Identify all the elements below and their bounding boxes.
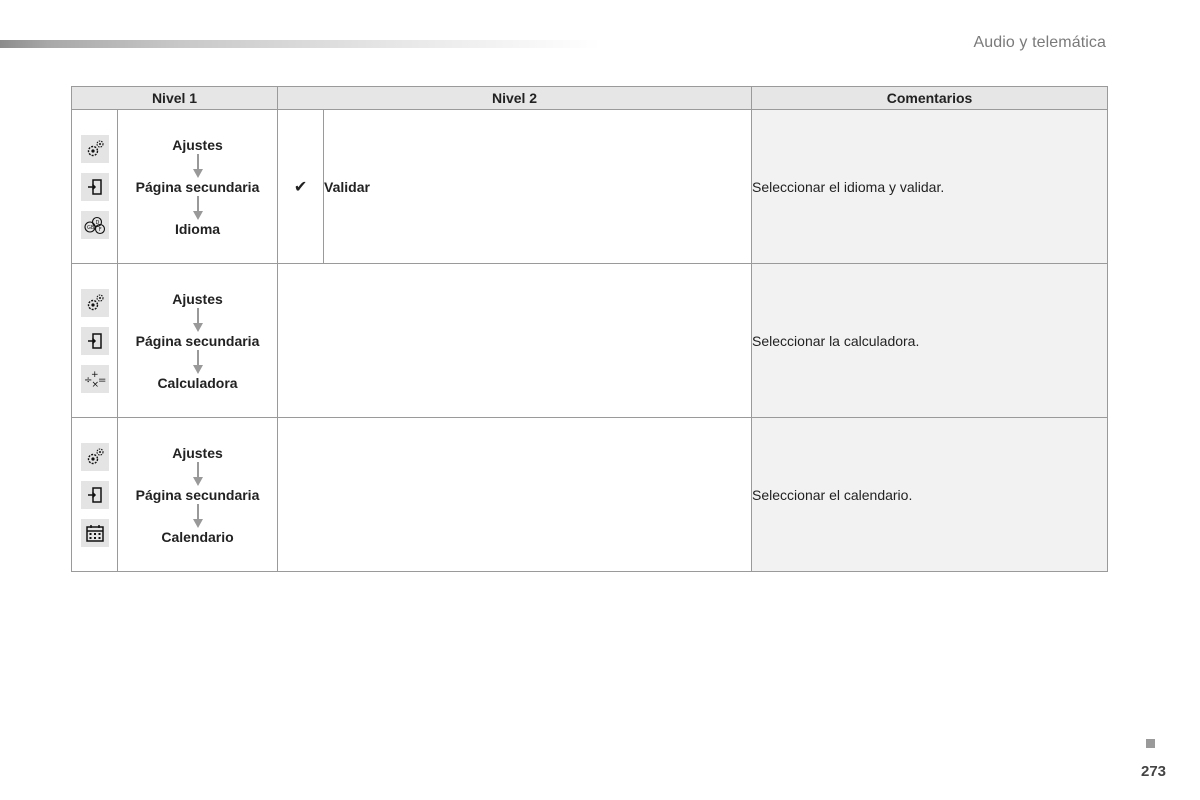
svg-text:÷: ÷ bbox=[83, 374, 92, 386]
table-row bbox=[72, 418, 1108, 572]
comment-cell: Seleccionar el calendario. bbox=[752, 418, 1108, 572]
column-header-level2: Nivel 2 bbox=[278, 87, 752, 110]
secondary-page-icon bbox=[81, 327, 109, 355]
page-number: 273 bbox=[1141, 763, 1167, 780]
checkmark-icon: ✔ bbox=[278, 110, 324, 264]
svg-text:D: D bbox=[95, 219, 99, 226]
secondary-page-icon bbox=[81, 481, 109, 509]
svg-text:=: = bbox=[97, 374, 106, 386]
path-step-settings: Ajustes bbox=[172, 444, 223, 461]
arrow-down-icon bbox=[193, 350, 203, 374]
column-header-level1: Nivel 1 bbox=[72, 87, 278, 110]
secondary-page-icon bbox=[81, 173, 109, 201]
comment-cell: Seleccionar el idioma y validar. bbox=[752, 110, 1108, 264]
path-step-secondary-page: Página secundaria bbox=[135, 178, 260, 195]
arrow-down-icon bbox=[193, 462, 203, 486]
settings-icon bbox=[81, 443, 109, 471]
icon-cell bbox=[72, 110, 118, 264]
svg-text:GB: GB bbox=[86, 224, 94, 231]
calendar-icon bbox=[81, 519, 109, 547]
header-decorative-bar bbox=[0, 40, 600, 48]
svg-text:+: + bbox=[90, 369, 99, 380]
path-step-calendar: Calendario bbox=[161, 528, 234, 545]
path-step-language: Idioma bbox=[174, 220, 221, 237]
level1-path-cell bbox=[118, 264, 278, 418]
table-header-row bbox=[72, 87, 1108, 110]
icon-cell bbox=[72, 264, 118, 418]
page-marker bbox=[1146, 739, 1155, 748]
comment-cell: Seleccionar la calculadora. bbox=[752, 264, 1108, 418]
path-step-settings: Ajustes bbox=[172, 290, 223, 307]
arrow-down-icon bbox=[193, 308, 203, 332]
path-step-calculator: Calculadora bbox=[157, 374, 238, 391]
calculator-icon bbox=[81, 365, 109, 393]
svg-text:×: × bbox=[91, 379, 99, 389]
table-row bbox=[72, 110, 1108, 264]
settings-icon bbox=[81, 289, 109, 317]
column-header-comments: Comentarios bbox=[752, 87, 1108, 110]
level2-label: Validar bbox=[324, 110, 752, 264]
svg-text:F: F bbox=[98, 226, 102, 233]
section-title: Audio y telemática bbox=[973, 34, 1106, 51]
arrow-down-icon bbox=[193, 154, 203, 178]
arrow-down-icon bbox=[193, 504, 203, 528]
table-row bbox=[72, 264, 1108, 418]
language-icon bbox=[81, 211, 109, 239]
level1-path-cell bbox=[118, 110, 278, 264]
level1-path-cell bbox=[118, 418, 278, 572]
path-step-secondary-page: Página secundaria bbox=[135, 332, 260, 349]
level2-empty-cell bbox=[278, 418, 752, 572]
icon-cell bbox=[72, 418, 118, 572]
level2-empty-cell bbox=[278, 264, 752, 418]
arrow-down-icon bbox=[193, 196, 203, 220]
path-step-settings: Ajustes bbox=[172, 136, 223, 153]
path-step-secondary-page: Página secundaria bbox=[135, 486, 260, 503]
menu-guide-table bbox=[71, 86, 1108, 572]
settings-icon bbox=[81, 135, 109, 163]
